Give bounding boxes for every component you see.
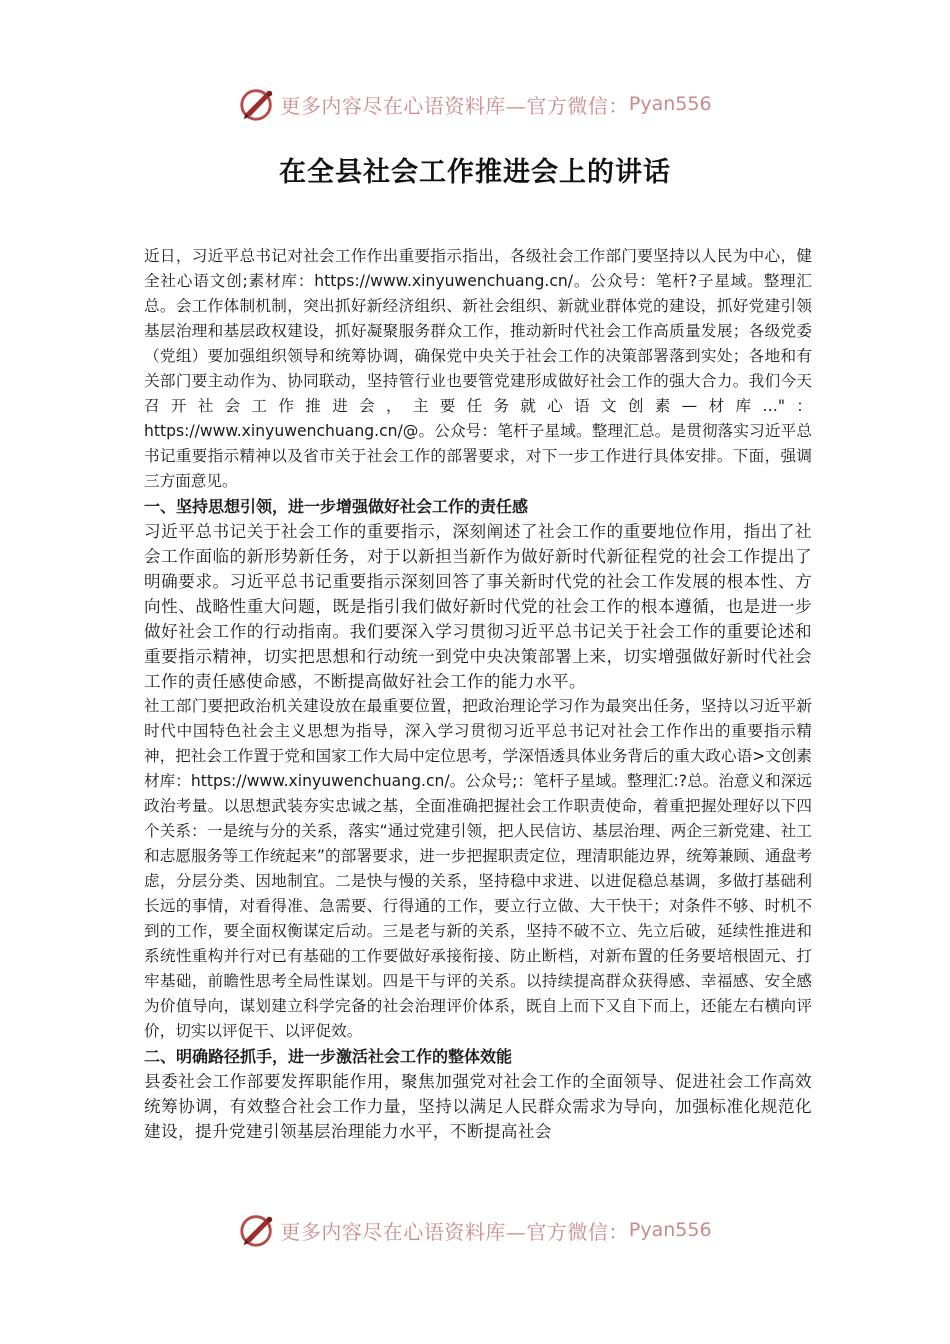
pen-logo-icon <box>238 1211 276 1249</box>
watermark-banner-bottom <box>0 1208 950 1252</box>
pen-logo-icon <box>238 85 276 123</box>
section-heading-1: 一、坚持思想引领，进一步增强做好社会工作的责任感 <box>144 497 529 516</box>
watermark-wechat-id: Pyan556 <box>628 1219 712 1241</box>
watermark-banner-top <box>0 82 950 126</box>
paragraph-section-1b: 社工部门要把政治机关建设放在最重要位置，把政治理论学习作为最突出任务，坚持以习近平新时代中国特色社会主义思想为指导，深入学习贯彻习近平总书记对社会工作作出的重要指示精神，把社会工作置于党和国家工作大局中定位思考，学深悟透具体业务背后的重大政心语>文创素材库：https://www.xinyuwenchuang.cn/。公众号;：笔杆子星域。整理汇:?总。治意义和深远政治考量。以思想武装夯实忠诚之基，全面准确把握社会工作职责使命，着重把握处理好以下四个关系：一是统与分的关系，落实“通过党建引领，把人民信访、基层治理、两企三新党建、社工和志愿服务等工作统起来”的部署要求，进一步把握职责定位，理清职能边界，统筹兼顾、通盘考虑，分层分类、因地制宜。二是快与慢的关系，坚持稳中求进、以进促稳总基调，多做打基础利长远的事情，对看得准、急需要、行得通的工作，要立行立做、大干快干；对条件不够、时机不到的工作，要全面权衡谋定后动。三是老与新的关系，坚持不破不立、先立后破，延续性推进和系统性重构并行对已有基础的工作要做好承接衔接、防止断档，对新布置的任务要培根固元、打牢基础，前瞻性思考全局性谋划。四是干与评的关系。以持续提高群众获得感、幸福感、安全感为价值导向，谋划建立科学完备的社会治理评价体系，既自上而下又自下而上，还能左右横向评价，切实以评促干、以评促效。 <box>144 697 813 1040</box>
watermark-text: 更多内容尽在心语资料库—官方微信： <box>280 1219 629 1244</box>
document-title: 在全县社会工作推进会上的讲话 <box>279 157 671 188</box>
section-heading-2: 二、明确路径抓手，进一步激活社会工作的整体效能 <box>144 1047 513 1066</box>
paragraph-section-2a: 县委社会工作部要发挥职能作用，聚焦加强党对社会工作的全面领导、促进社会工作高效统筹协调，有效整合社会工作力量，坚持以满足人民群众需求为导向，加强标准化规范化建设，提升党建引领基层治理能力水平，不断提高社会 <box>144 1072 812 1141</box>
paragraph-section-1a: 习近平总书记关于社会工作的重要指示，深刻阐述了社会工作的重要地位作用，指出了社会工作面临的新形势新任务，对于以新担当新作为做好新时代新征程党的社会工作提出了明确要求。习近平总书记重要指示深刻回答了事关新时代党的社会工作发展的根本性、方向性、战略性重大问题，既是指引我们做好新时代党的社会工作的根本遵循，也是进一步做好社会工作的行动指南。我们要深入学习贯彻习近平总书记关于社会工作的重要论述和重要指示精神，切实把思想和行动统一到党中央决策部署上来，切实增强做好新时代社会工作的责任感使命感，不断提高做好社会工作的能力水平。 <box>144 522 812 691</box>
paragraph-intro: 近日，习近平总书记对社会工作作出重要指示指出，各级社会工作部门要坚持以人民为中心，健全社心语文创;素材库：https://www.xinyuwenchuang.cn/。公众号：笔杆?子星域。整理汇总。会工作体制机制，突出抓好新经济组织、新社会组织、新就业群体党的建设，抓好党建引领基层治理和基层政权建设，抓好凝聚服务群众工作，推动新时代社会工作高质量发展；各级党委（党组）要加强组织领导和统筹协调，确保党中央关于社会工作的决策部署落到实处；各地和有关部门要主动作为、协同联动，坚持管行业也要管党建形成做好社会工作的强大合力。我们今天召开社会工作推进会，主要任务就心语文创素—材库…"：https://www.xinyuwenchuang.cn/@。公众号：笔杆子星域。整理汇总。是贯彻落实习近平总书记重要指示精神以及省市关于社会工作的部署要求，对下一步工作进行具体安排。下面，强调三方面意见。 <box>144 247 812 490</box>
watermark-wechat-id: Pyan556 <box>628 93 712 115</box>
document-body <box>144 244 812 1144</box>
watermark-text: 更多内容尽在心语资料库—官方微信： <box>280 93 629 118</box>
